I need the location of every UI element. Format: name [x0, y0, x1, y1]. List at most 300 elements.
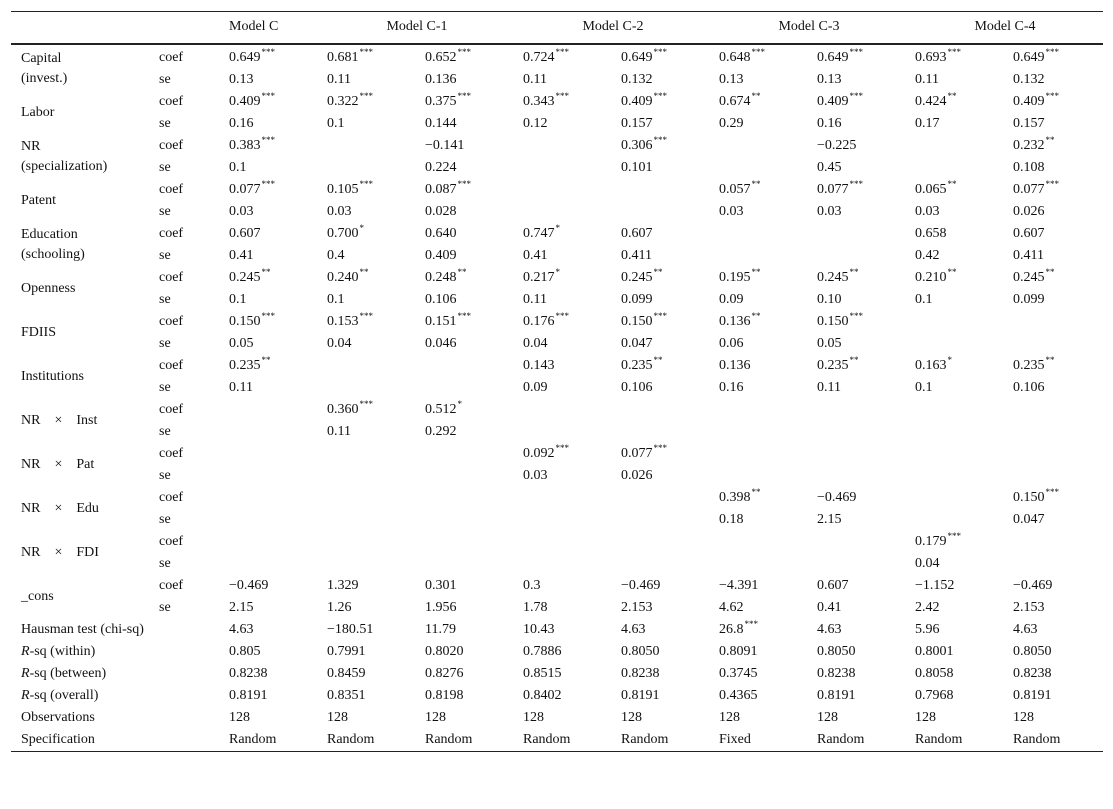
cell-specification-7: Random: [907, 729, 1005, 752]
cell-fdiis-coef-0: 0.150***: [229, 310, 275, 329]
stat-blank: [151, 619, 221, 641]
row-label-capital-invest: Capital (invest.): [21, 50, 68, 86]
cell-specification-3: Random: [515, 729, 613, 752]
table-row: [11, 531, 1103, 553]
cell-cons-coef-7: −1.152: [915, 577, 955, 593]
table-row: [11, 729, 1103, 752]
stat-label-observations: Observations: [21, 709, 95, 725]
cell-nr-edu-coef-4: [613, 487, 711, 509]
cell-patent-coef-6: 0.077***: [817, 178, 863, 197]
cell-education-schooling-coef-6: [809, 223, 907, 245]
cell-institutions-se-0: 0.11: [229, 379, 253, 395]
cell-r-sq-within-1: 0.7991: [327, 643, 366, 659]
table-row: [11, 641, 1103, 663]
cell-r-sq-within-6: 0.8050: [817, 643, 856, 659]
cell-nr-edu-coef-6: −0.469: [817, 489, 857, 505]
cell-observations-3: 128: [523, 709, 544, 725]
cell-cons-se-1: 1.26: [327, 599, 352, 615]
cell-institutions-se-3: 0.09: [523, 379, 548, 395]
cell-labor-coef-4: 0.409***: [621, 90, 667, 109]
cell-hausman-test-chi-sq-0: 4.63: [229, 621, 254, 637]
cell-cons-coef-4: −0.469: [621, 577, 661, 593]
cell-r-sq-between-0: 0.8238: [229, 665, 268, 681]
cell-fdiis-se-7: [907, 333, 1005, 355]
stat-label-r-sq-within: R-sq (within): [21, 643, 96, 659]
stat-type-coef: coef: [159, 225, 184, 241]
cell-cons-coef-8: −0.469: [1013, 577, 1053, 593]
cell-patent-coef-2: 0.087***: [425, 178, 471, 197]
cell-nr-edu-se-7: [907, 509, 1005, 531]
cell-fdiis-coef-7: [907, 311, 1005, 333]
header-blank: [151, 12, 221, 44]
cell-nr-pat-se-6: [809, 465, 907, 487]
cell-hausman-test-chi-sq-4: 4.63: [621, 621, 646, 637]
cell-openness-coef-4: 0.245**: [621, 266, 663, 285]
cell-nr-pat-se-0: [221, 465, 319, 487]
cell-nr-inst-coef-0: [221, 399, 319, 421]
table-row: [11, 201, 1103, 223]
table-header-row: [11, 12, 1103, 44]
table-body: [11, 44, 1103, 752]
cell-nr-inst-se-5: [711, 421, 809, 443]
cell-r-sq-within-8: 0.8050: [1013, 643, 1052, 659]
cell-nr-pat-se-4: 0.026: [621, 467, 653, 483]
cell-institutions-se-6: 0.11: [817, 379, 841, 395]
cell-patent-se-1: 0.03: [327, 203, 352, 219]
cell-capital-invest-se-2: 0.136: [425, 71, 457, 87]
cell-capital-invest-coef-4: 0.649***: [621, 46, 667, 65]
cell-labor-se-6: 0.16: [817, 115, 842, 131]
cell-nr-edu-coef-7: [907, 487, 1005, 509]
stat-blank: [151, 641, 221, 663]
cell-nr-inst-se-4: [613, 421, 711, 443]
stat-type-coef: coef: [159, 577, 184, 593]
cell-nr-fdi-se-0: [221, 553, 319, 575]
stat-label-r-sq-overall: R-sq (overall): [21, 687, 99, 703]
cell-nr-inst-coef-1: 0.360***: [327, 398, 373, 417]
cell-patent-coef-5: 0.057**: [719, 178, 761, 197]
row-label-labor: Labor: [21, 104, 55, 120]
stat-type-se: se: [159, 423, 171, 439]
cell-institutions-se-7: 0.1: [915, 379, 933, 395]
cell-nr-fdi-se-8: [1005, 553, 1103, 575]
cell-patent-coef-8: 0.077***: [1013, 178, 1059, 197]
cell-nr-pat-coef-6: [809, 443, 907, 465]
cell-fdiis-coef-3: 0.176***: [523, 310, 569, 329]
cell-nr-specialization-se-4: 0.101: [621, 159, 653, 175]
cell-institutions-se-2: [417, 377, 515, 399]
cell-openness-coef-1: 0.240**: [327, 266, 369, 285]
cell-nr-specialization-coef-5: [711, 135, 809, 157]
stat-label-hausman-test-chi-sq: Hausman test (chi-sq): [21, 621, 144, 637]
regression-results-table: [11, 11, 1103, 752]
cell-institutions-coef-5: 0.136: [719, 357, 751, 373]
cell-openness-coef-3: 0.217*: [523, 266, 560, 285]
cell-cons-se-2: 1.956: [425, 599, 457, 615]
cell-observations-1: 128: [327, 709, 348, 725]
cell-nr-specialization-coef-7: [907, 135, 1005, 157]
cell-labor-se-1: 0.1: [327, 115, 345, 131]
cell-r-sq-overall-4: 0.8191: [621, 687, 660, 703]
stat-type-se: se: [159, 71, 171, 87]
row-label-nr-pat: NR × Pat: [21, 456, 95, 472]
cell-patent-se-2: 0.028: [425, 203, 457, 219]
stat-label-r-sq-between: R-sq (between): [21, 665, 107, 681]
cell-education-schooling-coef-2: 0.640: [425, 225, 457, 241]
cell-r-sq-between-6: 0.8238: [817, 665, 856, 681]
cell-nr-inst-coef-7: [907, 399, 1005, 421]
cell-r-sq-within-3: 0.7886: [523, 643, 562, 659]
cell-nr-inst-se-0: [221, 421, 319, 443]
cell-openness-se-0: 0.1: [229, 291, 247, 307]
cell-r-sq-between-2: 0.8276: [425, 665, 464, 681]
cell-education-schooling-coef-8: 0.607: [1013, 225, 1045, 241]
cell-r-sq-between-4: 0.8238: [621, 665, 660, 681]
cell-fdiis-se-8: [1005, 333, 1103, 355]
cell-nr-pat-se-1: [319, 465, 417, 487]
table-row: [11, 465, 1103, 487]
cell-nr-specialization-coef-4: 0.306***: [621, 134, 667, 153]
row-label-patent: Patent: [21, 192, 56, 208]
row-label-nr-fdi: NR × FDI: [21, 544, 99, 560]
stat-blank: [151, 707, 221, 729]
cell-labor-coef-7: 0.424**: [915, 90, 957, 109]
cell-nr-edu-se-4: [613, 509, 711, 531]
stat-blank: [151, 663, 221, 685]
cell-specification-6: Random: [809, 729, 907, 752]
cell-openness-coef-2: 0.248**: [425, 266, 467, 285]
cell-nr-fdi-coef-3: [515, 531, 613, 553]
cell-capital-invest-coef-0: 0.649***: [229, 46, 275, 65]
cell-nr-pat-coef-7: [907, 443, 1005, 465]
cell-openness-coef-0: 0.245**: [229, 266, 271, 285]
cell-r-sq-overall-1: 0.8351: [327, 687, 366, 703]
row-label-cons: _cons: [21, 588, 54, 604]
stat-type-coef: coef: [159, 401, 184, 417]
cell-nr-specialization-coef-0: 0.383***: [229, 134, 275, 153]
stat-type-se: se: [159, 203, 171, 219]
cell-education-schooling-se-0: 0.41: [229, 247, 254, 263]
cell-capital-invest-coef-1: 0.681***: [327, 46, 373, 65]
stat-label-specification: Specification: [11, 729, 151, 752]
table-row: [11, 597, 1103, 619]
cell-observations-5: 128: [719, 709, 740, 725]
cell-nr-pat-coef-1: [319, 443, 417, 465]
cell-observations-7: 128: [915, 709, 936, 725]
cell-cons-se-0: 2.15: [229, 599, 254, 615]
cell-fdiis-coef-2: 0.151***: [425, 310, 471, 329]
cell-r-sq-overall-0: 0.8191: [229, 687, 268, 703]
table-row: [11, 69, 1103, 91]
cell-education-schooling-se-7: 0.42: [915, 247, 940, 263]
table-row: [11, 663, 1103, 685]
cell-fdiis-coef-6: 0.150***: [817, 310, 863, 329]
cell-education-schooling-se-5: [711, 245, 809, 267]
cell-nr-pat-coef-4: 0.077***: [621, 442, 667, 461]
stat-blank: [151, 685, 221, 707]
cell-nr-specialization-coef-6: −0.225: [817, 137, 857, 153]
cell-r-sq-between-3: 0.8515: [523, 665, 562, 681]
stat-type-coef: coef: [159, 93, 184, 109]
cell-nr-inst-se-8: [1005, 421, 1103, 443]
cell-nr-edu-coef-2: [417, 487, 515, 509]
cell-r-sq-within-5: 0.8091: [719, 643, 758, 659]
cell-nr-edu-se-2: [417, 509, 515, 531]
cell-r-sq-within-4: 0.8050: [621, 643, 660, 659]
cell-observations-6: 128: [817, 709, 838, 725]
cell-capital-invest-se-1: 0.11: [327, 71, 351, 87]
cell-capital-invest-se-4: 0.132: [621, 71, 653, 87]
cell-capital-invest-se-3: 0.11: [523, 71, 547, 87]
cell-r-sq-overall-6: 0.8191: [817, 687, 856, 703]
cell-nr-fdi-coef-2: [417, 531, 515, 553]
cell-education-schooling-coef-4: 0.607: [621, 225, 653, 241]
cell-r-sq-overall-8: 0.8191: [1013, 687, 1052, 703]
cell-r-sq-between-1: 0.8459: [327, 665, 366, 681]
cell-nr-edu-se-0: [221, 509, 319, 531]
table-row: [11, 223, 1103, 245]
cell-openness-se-4: 0.099: [621, 291, 653, 307]
cell-institutions-coef-3: 0.143: [523, 357, 555, 373]
cell-labor-coef-2: 0.375***: [425, 90, 471, 109]
table-row: [11, 44, 1103, 69]
table-row: [11, 113, 1103, 135]
stat-type-se: se: [159, 159, 171, 175]
table-row: [11, 91, 1103, 113]
cell-cons-coef-3: 0.3: [523, 577, 541, 593]
stat-type-coef: coef: [159, 137, 184, 153]
table-row: [11, 421, 1103, 443]
cell-nr-specialization-coef-3: [515, 135, 613, 157]
cell-capital-invest-se-6: 0.13: [817, 71, 842, 87]
cell-nr-edu-coef-1: [319, 487, 417, 509]
cell-nr-fdi-coef-8: [1005, 531, 1103, 553]
cell-nr-inst-se-7: [907, 421, 1005, 443]
cell-patent-se-3: [515, 201, 613, 223]
cell-cons-se-8: 2.153: [1013, 599, 1045, 615]
cell-capital-invest-coef-5: 0.648***: [719, 46, 765, 65]
cell-nr-edu-se-1: [319, 509, 417, 531]
cell-fdiis-coef-1: 0.153***: [327, 310, 373, 329]
cell-institutions-se-5: 0.16: [719, 379, 744, 395]
cell-labor-se-4: 0.157: [621, 115, 653, 131]
cell-nr-specialization-se-8: 0.108: [1013, 159, 1045, 175]
cell-cons-se-5: 4.62: [719, 599, 744, 615]
cell-hausman-test-chi-sq-6: 4.63: [817, 621, 842, 637]
stat-type-se: se: [159, 115, 171, 131]
cell-cons-coef-5: −4.391: [719, 577, 759, 593]
cell-institutions-se-8: 0.106: [1013, 379, 1045, 395]
header-model-c-1: Model C-1: [319, 12, 515, 44]
row-label-nr-inst: NR × Inst: [21, 412, 98, 428]
cell-labor-se-2: 0.144: [425, 115, 457, 131]
table-row: [11, 157, 1103, 179]
cell-labor-se-5: 0.29: [719, 115, 744, 131]
cell-institutions-coef-2: [417, 355, 515, 377]
cell-capital-invest-coef-3: 0.724***: [523, 46, 569, 65]
cell-r-sq-between-5: 0.3745: [719, 665, 758, 681]
table-row: [11, 685, 1103, 707]
row-label-openness: Openness: [21, 280, 76, 296]
cell-cons-se-3: 1.78: [523, 599, 548, 615]
cell-r-sq-within-0: 0.805: [229, 643, 261, 659]
cell-fdiis-se-5: 0.06: [719, 335, 744, 351]
cell-specification-0: Random: [221, 729, 319, 752]
cell-patent-se-8: 0.026: [1013, 203, 1045, 219]
stat-blank: [151, 729, 221, 752]
cell-specification-5: Fixed: [711, 729, 809, 752]
cell-patent-coef-7: 0.065**: [915, 178, 957, 197]
cell-capital-invest-se-8: 0.132: [1013, 71, 1045, 87]
cell-fdiis-se-2: 0.046: [425, 335, 457, 351]
cell-labor-se-7: 0.17: [915, 115, 940, 131]
cell-cons-coef-6: 0.607: [817, 577, 849, 593]
table-row: [11, 311, 1103, 333]
stat-type-se: se: [159, 247, 171, 263]
cell-nr-inst-coef-3: [515, 399, 613, 421]
cell-patent-coef-1: 0.105***: [327, 178, 373, 197]
stat-type-se: se: [159, 335, 171, 351]
cell-education-schooling-coef-7: 0.658: [915, 225, 947, 241]
cell-education-schooling-se-8: 0.411: [1013, 247, 1044, 263]
cell-labor-se-3: 0.12: [523, 115, 548, 131]
header-model-c: Model C: [221, 12, 319, 44]
cell-r-sq-overall-5: 0.4365: [719, 687, 758, 703]
cell-openness-se-2: 0.106: [425, 291, 457, 307]
cell-institutions-se-1: [319, 377, 417, 399]
cell-nr-inst-coef-8: [1005, 399, 1103, 421]
stat-type-coef: coef: [159, 313, 184, 329]
cell-cons-se-7: 2.42: [915, 599, 940, 615]
header-model-c-3: Model C-3: [711, 12, 907, 44]
cell-labor-coef-0: 0.409***: [229, 90, 275, 109]
cell-hausman-test-chi-sq-3: 10.43: [523, 621, 555, 637]
table-row: [11, 443, 1103, 465]
table-row: [11, 245, 1103, 267]
header-model-c-2: Model C-2: [515, 12, 711, 44]
stat-type-coef: coef: [159, 49, 184, 65]
cell-fdiis-coef-4: 0.150***: [621, 310, 667, 329]
cell-nr-pat-coef-0: [221, 443, 319, 465]
cell-r-sq-within-7: 0.8001: [915, 643, 954, 659]
table-row: [11, 267, 1103, 289]
cell-fdiis-se-6: 0.05: [817, 335, 842, 351]
cell-nr-edu-coef-0: [221, 487, 319, 509]
cell-nr-specialization-se-2: 0.224: [425, 159, 457, 175]
cell-nr-specialization-se-7: [907, 157, 1005, 179]
cell-nr-inst-se-3: [515, 421, 613, 443]
cell-observations-0: 128: [229, 709, 250, 725]
cell-openness-se-5: 0.09: [719, 291, 744, 307]
table-row: [11, 399, 1103, 421]
cell-r-sq-overall-3: 0.8402: [523, 687, 562, 703]
cell-openness-se-8: 0.099: [1013, 291, 1045, 307]
cell-nr-inst-coef-6: [809, 399, 907, 421]
cell-nr-fdi-se-6: [809, 553, 907, 575]
stat-type-se: se: [159, 511, 171, 527]
cell-fdiis-coef-8: [1005, 311, 1103, 333]
table-row: [11, 575, 1103, 597]
cell-institutions-coef-6: 0.235**: [817, 354, 859, 373]
table-row: [11, 289, 1103, 311]
cell-patent-se-6: 0.03: [817, 203, 842, 219]
cell-education-schooling-coef-1: 0.700*: [327, 222, 364, 241]
row-label-institutions: Institutions: [21, 368, 85, 384]
table-row: [11, 553, 1103, 575]
cell-nr-fdi-coef-4: [613, 531, 711, 553]
cell-cons-se-6: 0.41: [817, 599, 842, 615]
cell-education-schooling-se-2: 0.409: [425, 247, 457, 263]
table-row: [11, 135, 1103, 157]
cell-capital-invest-coef-2: 0.652***: [425, 46, 471, 65]
cell-r-sq-within-2: 0.8020: [425, 643, 464, 659]
cell-patent-se-5: 0.03: [719, 203, 744, 219]
cell-fdiis-coef-5: 0.136**: [719, 310, 761, 329]
cell-education-schooling-se-3: 0.41: [523, 247, 548, 263]
cell-nr-pat-se-8: [1005, 465, 1103, 487]
cell-cons-se-4: 2.153: [621, 599, 653, 615]
cell-observations-2: 128: [425, 709, 446, 725]
cell-education-schooling-coef-0: 0.607: [229, 225, 261, 241]
stat-type-se: se: [159, 467, 171, 483]
header-blank: [11, 12, 151, 44]
cell-nr-edu-se-8: 0.047: [1013, 511, 1045, 527]
cell-education-schooling-coef-5: [711, 223, 809, 245]
cell-education-schooling-se-6: [809, 245, 907, 267]
cell-nr-pat-se-5: [711, 465, 809, 487]
cell-r-sq-overall-7: 0.7968: [915, 687, 954, 703]
cell-patent-coef-4: [613, 179, 711, 201]
cell-nr-fdi-se-7: 0.04: [915, 555, 940, 571]
stat-type-coef: coef: [159, 181, 184, 197]
row-label-nr-edu: NR × Edu: [21, 500, 99, 516]
cell-education-schooling-se-1: 0.4: [327, 247, 345, 263]
cell-capital-invest-coef-6: 0.649***: [817, 46, 863, 65]
cell-nr-inst-se-6: [809, 421, 907, 443]
cell-specification-8: Random: [1005, 729, 1103, 752]
row-label-education-schooling: Education (schooling): [21, 226, 85, 262]
cell-nr-fdi-se-5: [711, 553, 809, 575]
cell-nr-fdi-coef-6: [809, 531, 907, 553]
cell-openness-coef-6: 0.245**: [817, 266, 859, 285]
cell-institutions-coef-4: 0.235**: [621, 354, 663, 373]
cell-labor-coef-1: 0.322***: [327, 90, 373, 109]
cell-cons-coef-2: 0.301: [425, 577, 457, 593]
cell-institutions-se-4: 0.106: [621, 379, 653, 395]
cell-nr-specialization-se-6: 0.45: [817, 159, 842, 175]
regression-table-container: [11, 11, 1102, 752]
cell-nr-pat-coef-2: [417, 443, 515, 465]
cell-nr-fdi-se-3: [515, 553, 613, 575]
cell-institutions-coef-0: 0.235**: [229, 354, 271, 373]
cell-institutions-coef-1: [319, 355, 417, 377]
table-row: [11, 487, 1103, 509]
stat-type-coef: coef: [159, 533, 184, 549]
row-label-nr-specialization: NR (specialization): [21, 138, 108, 174]
cell-nr-specialization-se-0: 0.1: [229, 159, 247, 175]
cell-openness-se-6: 0.10: [817, 291, 842, 307]
cell-nr-specialization-coef-2: −0.141: [425, 137, 465, 153]
stat-type-se: se: [159, 291, 171, 307]
table-row: [11, 333, 1103, 355]
table-row: [11, 619, 1103, 641]
cell-nr-pat-coef-5: [711, 443, 809, 465]
cell-openness-coef-8: 0.245**: [1013, 266, 1055, 285]
table-row: [11, 509, 1103, 531]
cell-nr-edu-coef-5: 0.398**: [719, 486, 761, 505]
cell-capital-invest-se-7: 0.11: [915, 71, 939, 87]
cell-r-sq-between-8: 0.8238: [1013, 665, 1052, 681]
